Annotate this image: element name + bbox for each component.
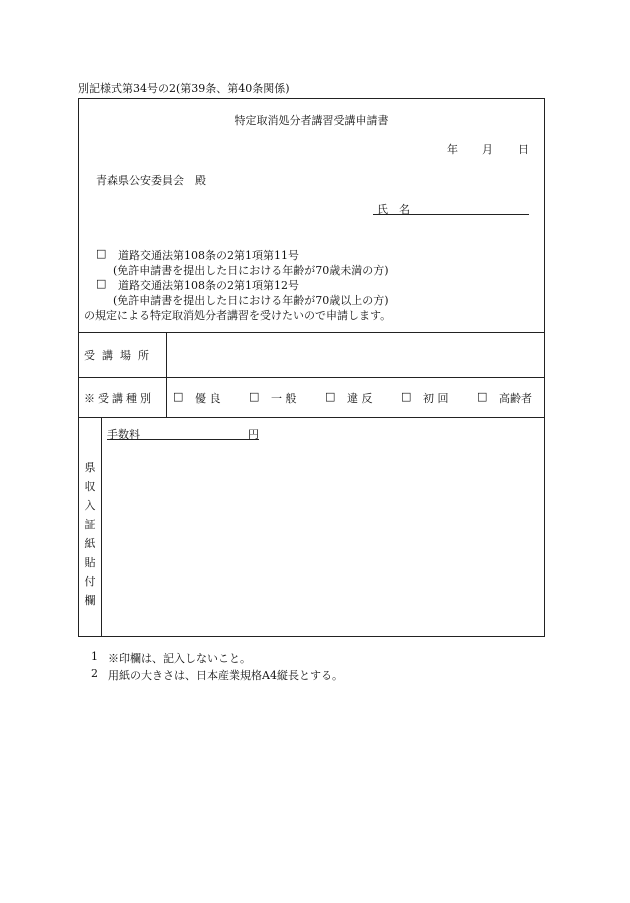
stamp-label-char: 入: [84, 499, 96, 512]
note-text: ※印欄は、記入しないこと。: [108, 652, 251, 665]
divider: [78, 417, 545, 418]
category-label-excellent: 優 良: [195, 392, 221, 405]
venue-label: 受講場所: [84, 349, 156, 362]
category-checkbox-first[interactable]: □: [401, 390, 412, 403]
note-number: 1: [91, 650, 98, 663]
stamp-label-char: 紙: [84, 537, 96, 550]
stamp-label-char: 収: [84, 480, 96, 493]
stamp-label-char: 貼: [84, 556, 96, 569]
category-label-first: 初 回: [423, 392, 449, 405]
name-field[interactable]: [373, 214, 529, 215]
category-label: ※受講種別: [84, 392, 154, 405]
stamp-label-char: 欄: [84, 594, 96, 607]
checkbox-option-12[interactable]: □: [96, 277, 107, 290]
category-checkbox-excellent[interactable]: □: [173, 390, 184, 403]
option-12-label: 道路交通法第108条の2第1項第12号: [118, 279, 299, 292]
divider: [78, 377, 545, 378]
option-11-note: (免許申請書を提出した日における年齢が70歳未満の方): [113, 264, 389, 277]
category-checkbox-elderly[interactable]: □: [477, 390, 488, 403]
fee-label: 手数料: [107, 428, 140, 441]
date-year-label: 年: [447, 143, 458, 156]
category-label-general: 一 般: [271, 392, 297, 405]
form-title: 特定取消処分者講習受講申請書: [234, 114, 389, 127]
stamp-label-char: 県: [84, 461, 96, 474]
fee-unit: 円: [248, 428, 259, 441]
column-divider: [166, 332, 167, 377]
column-divider: [101, 417, 102, 637]
stamp-area[interactable]: [104, 444, 542, 634]
date-month-label: 月: [482, 143, 493, 156]
note-number: 2: [91, 667, 98, 680]
option-12-note: (免許申請書を提出した日における年齢が70歳以上の方): [113, 294, 389, 307]
category-checkbox-violation[interactable]: □: [325, 390, 336, 403]
name-label: 氏 名: [377, 203, 410, 216]
divider: [78, 332, 545, 333]
statement: の規定による特定取消処分者講習を受けたいので申請します。: [84, 309, 392, 322]
stamp-label-char: 付: [84, 575, 96, 588]
checkbox-option-11[interactable]: □: [96, 247, 107, 260]
stamp-label: [81, 458, 99, 610]
date-day-label: 日: [518, 143, 529, 156]
category-label-violation: 違 反: [347, 392, 373, 405]
stamp-label-char: 証: [84, 518, 96, 531]
note-text: 用紙の大きさは、日本産業規格A4縦長とする。: [108, 669, 343, 682]
addressee: 青森県公安委員会 殿: [96, 174, 206, 187]
venue-field[interactable]: [170, 336, 540, 374]
column-divider: [166, 377, 167, 417]
option-11-label: 道路交通法第108条の2第1項第11号: [118, 249, 299, 262]
fee-field[interactable]: [107, 439, 259, 440]
form-id: 別記様式第34号の2(第39条、第40条関係): [78, 82, 290, 95]
category-label-elderly: 高齢者: [499, 392, 532, 405]
category-checkbox-general[interactable]: □: [249, 390, 260, 403]
